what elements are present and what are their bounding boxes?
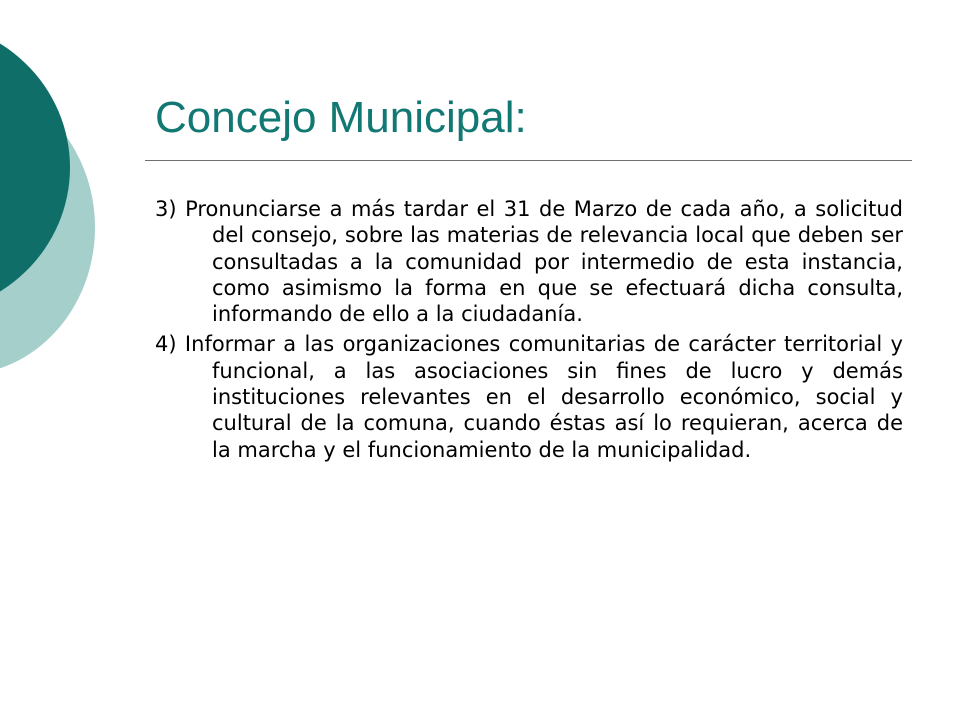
title-divider [145,160,912,161]
slide-body [155,196,903,467]
slide-title: Concejo Municipal: [155,93,527,142]
paragraph-item-3: 3) Pronunciarse a más tardar el 31 de Marzo de cada año, a solicitud del consejo, sobre las materias de relevancia local que deben ser consultadas a la comunidad por intermedio de esta instancia, como asimismo la forma en que se efectuará dicha consulta, informando de ello a la ciudadanía. [155,197,903,327]
paragraph-item-4: 4) Informar a las organizaciones comunitarias de carácter territorial y funcional, a las asociaciones sin fines de lucro y demás instituciones relevantes en el desarrollo económico, social y cultural de la comuna, cuando éstas así lo requieran, acerca de la marcha y el funcionamiento de la municipalidad. [155,332,903,462]
